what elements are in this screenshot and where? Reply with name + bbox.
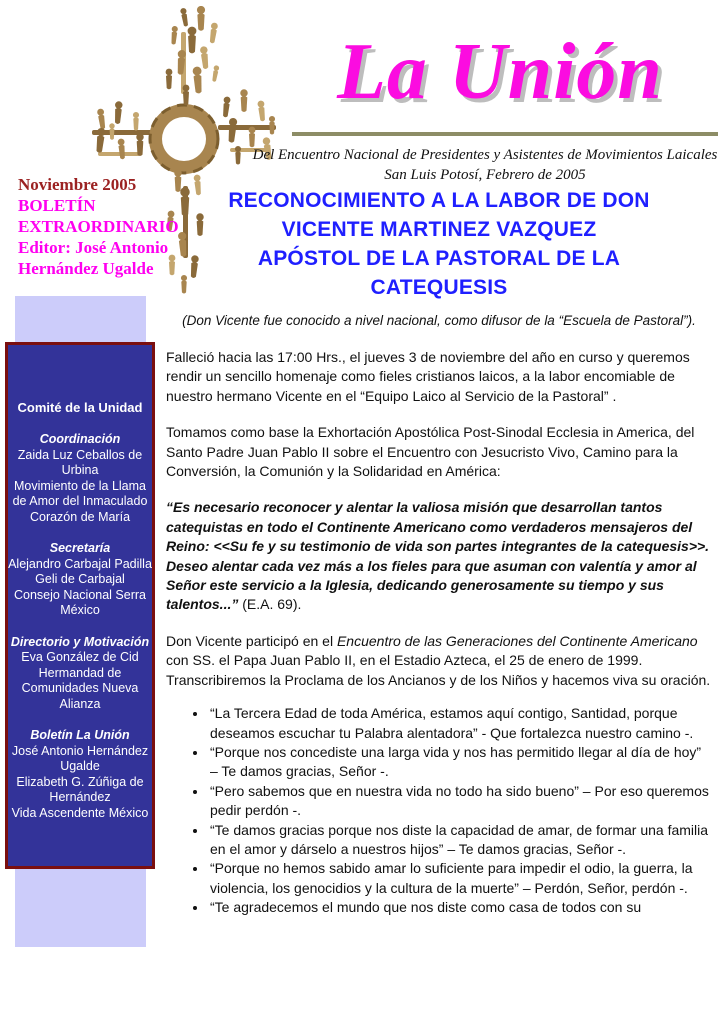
text-run: “Es necesario reconocer y alentar la valiosa misión que desarrollan tantos catequistas en todo el Continente Americano como verdaderos mensajeros del Reino: <<Su fe y su testimonio de vida son partes integrantes de la catequesis>>. Deseo alentar cada vez más a los fieles para que asuman con valentía y amor al Señor este servicio a la Iglesia, dedicando generosamente su tiempo y sus talentos...” [166,499,710,613]
newsletter-title: La Unión [337,28,663,116]
committee-section-heading: Secretaría [49,541,111,555]
text-run: Don Vicente participó en el [166,632,337,649]
headline-line: APÓSTOL DE LA PASTORAL DE LA [257,247,621,270]
bullet-item: • “Te damos gracias porque nos diste la capacidad de amar, de formar una familia en el amor y dárselo a nuestros hijos” – Te damos gracias, Señor -. [208,821,712,860]
article-paragraph [166,632,712,690]
bullet-item: • “Porque nos concediste una larga vida y nos has permitido llegar al día de hoy” – Te damos gracias, Señor -. [208,743,712,782]
tagline-line2: San Luis Potosí, Febrero de 2005 [384,167,586,183]
bullet-item: • “Porque no hemos sabido amar lo suficiente para impedir el odio, la guerra, la violencia, los genocidios y la cultura de la muerte” – Perdón, Señor, perdón -. [208,859,712,898]
headline-line: RECONOCIMIENTO A LA LABOR DE DON [228,189,650,212]
committee-line: Eva González de Cid [21,650,139,664]
text-run: Tomamos como base la Exhortación Apostólica Post-Sinodal Ecclesia in America, del Santo Padre Juan Pablo II sobre el Encuentro con Jesucristo Vivo, Camino para la Conversión, la Comunión y la Solidaridad en América: [166,424,695,480]
committee-section [8,635,152,713]
text-run: Falleció hacia las 17:00 Hrs., el jueves 3 de noviembre del año en curso y queremos rendir un sencillo homenaje como fieles cristianos laicos, a la labor encomiable de nuestro hermano Vicente en el “Equipo Laico al Servicio de la Pastoral” . [166,349,690,404]
committee-section [8,541,152,619]
committee-line: Zaida Luz Ceballos de Urbina [17,447,143,477]
committee-line: José Antonio Hernández Ugalde [11,743,149,773]
masthead-tagline [250,145,720,185]
committee-sections [8,432,152,821]
issue-info [18,174,179,279]
committee-section [8,728,152,821]
text-run: Encuentro de las Generaciones del Continente Americano [336,632,698,649]
article-subnote: (Don Vicente fue conocido a nivel nacional, como difusor de la “Escuela de Pastoral”). [182,313,696,328]
article-paragraph [166,423,712,481]
text-run: con SS. el Papa Juan Pablo II, en el Estadio Azteca, el 25 de enero de 1999. Transcribiremos la Proclama de los Ancianos y de los Niños y hacemos viva su oración. [166,652,711,688]
bullet-item: • “La Tercera Edad de toda América, estamos aquí contigo, Santidad, porque deseamos escuchar tu Palabra alentadora” - Que fortalezca nuestro camino -. [208,704,712,743]
bullet-item: • “Pero sabemos que en nuestra vida no todo ha sido bueno” – Por eso queremos pedir perdón -. [208,782,712,821]
committee-line: Consejo Nacional Serra México [13,587,146,617]
committee-line: Movimiento de la Llama de Amor del Inmaculado Corazón de María [12,478,148,524]
headline-line: CATEQUESIS [370,276,508,299]
article-body [166,348,712,690]
committee-title: Comité de la Unidad [17,400,143,415]
issue-editor: Editor: José Antonio Hernández Ugalde [18,238,169,278]
text-run: (E.A. 69). [238,596,302,613]
committee-panel [5,342,155,869]
issue-date: Noviembre 2005 [18,175,137,194]
bullet-item: • “Te agradecemos el mundo que nos diste como casa de todos con su [208,898,712,917]
committee-line: Alejandro Carbajal Padilla [8,556,152,571]
committee-section [8,432,152,525]
committee-section-heading: Coordinación [39,432,121,446]
article-headline [166,186,712,302]
issue-bulletin: BOLETÍN EXTRAORDINARIO [18,196,179,236]
masthead-divider [292,132,718,136]
committee-line: Hermandad de Comunidades Nueva Alianza [21,665,139,711]
committee-line: Vida Ascendente México [11,805,149,820]
tagline-line1: Del Encuentro Nacional de Presidentes y Asistentes de Movimientos Laicales [252,147,718,163]
article [166,186,712,918]
committee-section-heading: Directorio y Motivación [10,634,150,649]
committee-line: Elizabeth G. Zúñiga de Hernández [16,774,144,804]
committee-section-heading: Boletín La Unión [30,728,130,742]
committee-line: Geli de Carbajal [35,572,125,586]
article-bullet-list [166,704,712,917]
article-paragraph [166,348,712,406]
article-paragraph [166,498,712,614]
headline-line: VICENTE MARTINEZ VAZQUEZ [281,218,597,241]
